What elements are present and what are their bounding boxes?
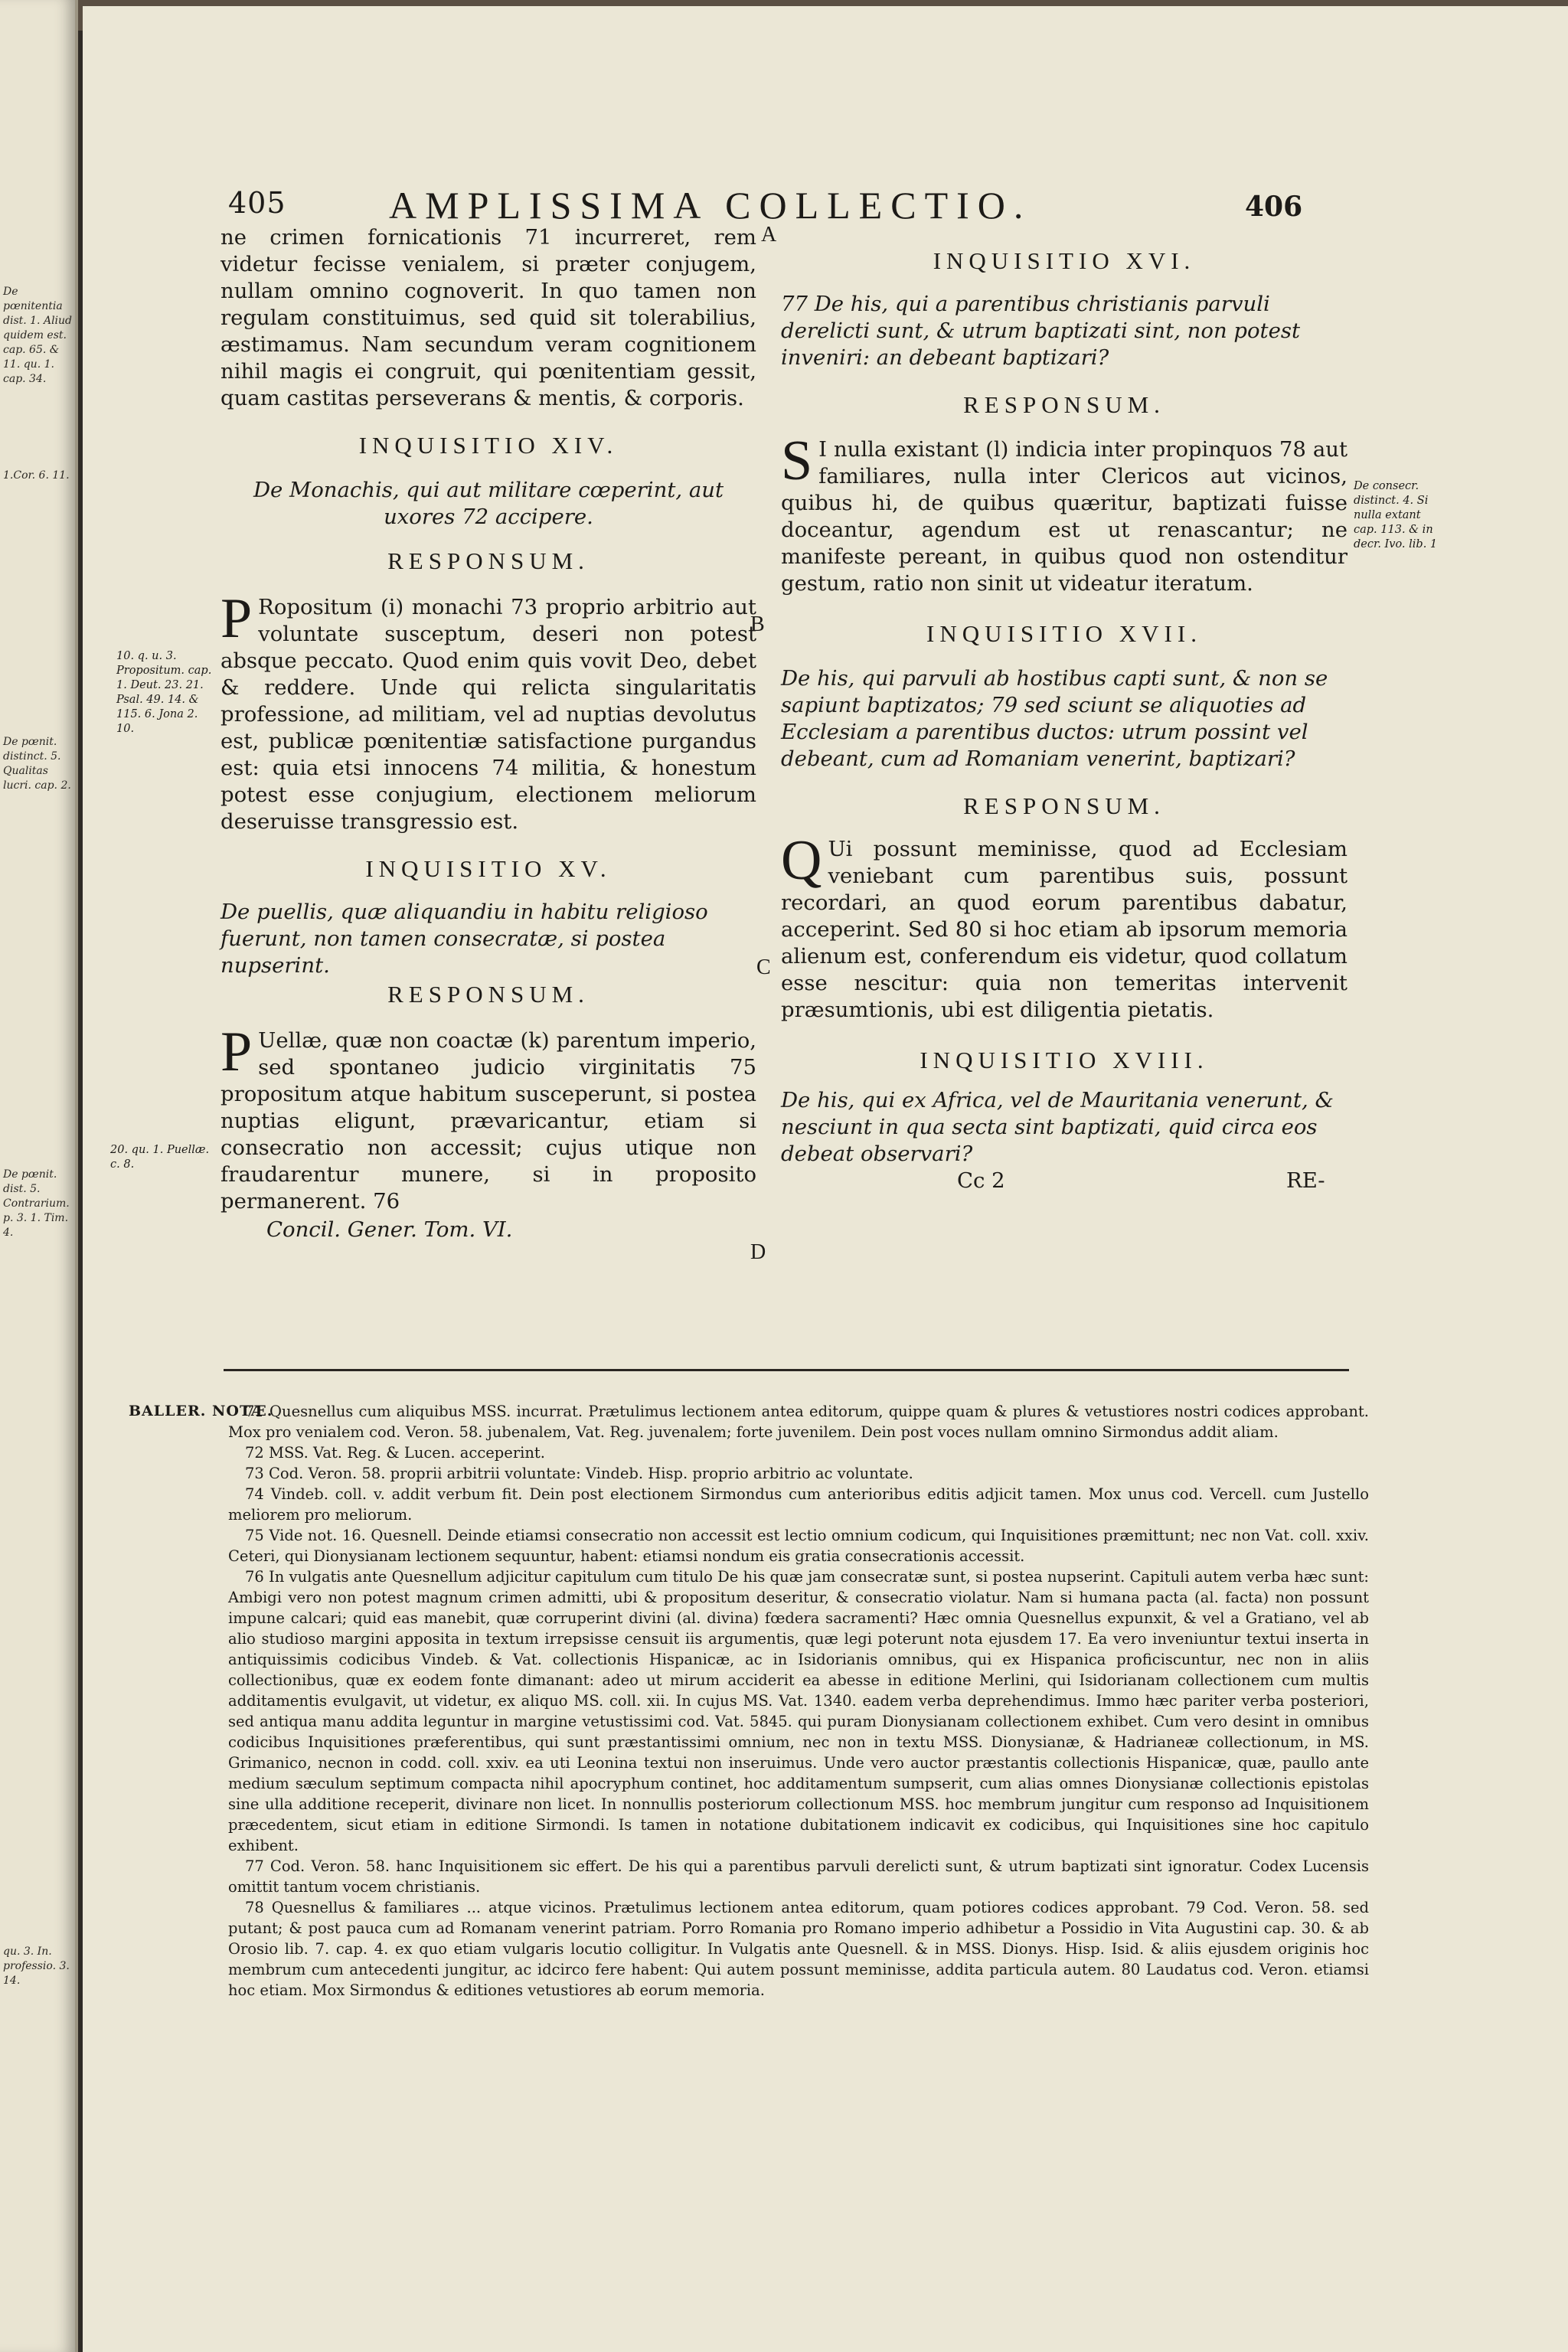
adjacent-note-4: De pœnit. dist. 5. Contrarium. p. 3. 1. Tim. 4. [3,1168,70,1239]
responsum-xvii-heading: RESPONSUM. [963,792,1165,819]
responsum-xvi-text: I nulla existant (l) indicia inter propinquos 78 aut familiares, nulla inter Clericos aut vicinos, quibus hi, de quibus quæritur, baptizati fuisse doceantur, agendum est ut renascantur; ne manifeste pereant, in quibus quod non ostenditur gestum, ratio non sinit ut videatur iteratum. [781,437,1348,596]
section-marker-a: A [761,223,777,247]
section-marker-b: B [750,612,765,636]
notes-label: BALLER. NOTÆ. [129,1403,273,1419]
left-column [220,224,756,1243]
footnote-78-80: 78 Quesnellus & familiares ... atque vicinos. Prætulimus lectionem antea editorum, quam potiores codices approbant. 79 Cod. Veron. 58. sed putant; & post pauca cum ad Romanam venerint patriam. Porro Romania pro Romano imperio adhibetur a Possidio in Vita Augustini cap. 30. & ab Orosio lib. 7. cap. 4. ex quo etiam vulgaris locutio colligitur. In Vulgatis ante Quesnell. & in MSS. Dionys. Hisp. Isid. & aliis ejusdem originis hoc membrum cum antecedenti jungitur, ac idcirco fere habent: Qui autem possunt meminisse, addita particula autem. 80 Laudatus cod. Veron. etiamsi hoc etiam. Mox Sirmondus & editiones vetustiores ab eorum memoria. [228,1899,1369,1999]
adjacent-note-1: De pœnitentia dist. 1. Aliud quidem est. cap. 65. & 11. qu. 1. cap. 34. [3,286,73,385]
footnote-73: 73 Cod. Veron. 58. proprii arbitrii voluntate: Vindeb. Hisp. proprio arbitrio ac voluntate. [245,1465,913,1482]
inquisitio-xiv-heading: INQUISITIO XIV. [358,432,619,459]
catchword: RE- [1286,1168,1325,1193]
inquisitio-xviii-question: De his, qui ex Africa, vel de Mauritania venerunt, & nesciunt in qua secta sint baptizati, quid circa eos debeat observari? [781,1088,1334,1166]
responsum-xvi-body [781,430,1348,597]
adjacent-note-3: De pœnit. distinct. 5. Qualitas lucri. cap. 2. [3,736,71,792]
responsum-xvii-text: Ui possunt meminisse, quod ad Ecclesiam veniebant cum parentibus suis, possunt recordari, an quod eorum parentibus dabatur, acceperint. Sed 80 si hoc etiam ab ipsorum memoria alienum est, conferendum eis videtur, quod collatum esse nescitur: quia non temeritas intervenit præsumtionis, ubi est diligentia pietatis. [781,837,1348,1022]
inquisitio-xvii-question: De his, qui parvuli ab hostibus capti sunt, & non se sapiunt baptizatos; 79 sed sciunt se aliquoties ad Ecclesiam a parentibus ductos: utrum possint vel debeant, cum ad Romaniam venerint, baptizari? [781,666,1328,771]
running-title: AMPLISSIMA COLLECTIO. [389,184,1032,227]
page-number-left: 405 [228,186,286,220]
drop-cap: Q [781,829,822,892]
responsum-xv-body [220,1021,756,1215]
inquisitio-xviii-heading: INQUISITIO XVIII. [920,1047,1209,1073]
footnote-76: 76 In vulgatis ante Quesnellum adjicitur capitulum cum titulo De his quæ jam consecratæ sunt, si postea nupserint. Capituli autem verba hæc sunt: Ambigi vero non potest magnum crimen admitti, ubi & propositum deseritur, & consecratio violatur. Nam si humana pacta (al. facta) non possunt impune calcari; quid eas manebit, quæ corruperint divini (al. divina) fœdera sacramenti? Hæc omnia Quesnellus expunxit, & vel a Gratiano, vel ab alio studioso margini apposita in textum irrepsisse censuit iis argumentis, quæ legi poterunt nota ejusdem 17. Ea vero inveniuntur textui inserta in antiquissimis codicibus Vindeb. & Vat. collectionis Hispanicæ, ac in Isidorianis omnibus, qui ex Hispanica proficiscuntur, nec non in aliis collectionibus, quæ ex eodem fonte dimanant: adeo ut mirum acciderit ea abesse in editione Merlini, qui Isidorianam collectionem cum multis additamentis evulgavit, ut videtur, ex aliquo MS. coll. xii. In cujus MS. Vat. 1340. eadem verba deprehendimus. Immo hæc pariter verba posteriori, sed antiqua manu addita leguntur in margine vetustissimi cod. Vat. 5845. qui puram Dionysianam collectionem exhibet. Cum vero desint in omnibus codicibus Inquisitiones præferentibus, qui sunt præstantissimi omnium, nec non in textu MSS. Dionysianæ, & Hadrianeæ collectionum, in MS. Grimanico, necnon in codd. coll. xxiv. ea uti Leonina textui non inseruimus. Unde vero auctor præstantis collectionis Hispanicæ, quæ, paullo ante medium sæculum septimum compacta nihil apocryphum continet, hoc additamentum sumpserit, cum alias omnes Dionysianæ collectionis epistolas sine ulla additione receperit, divinare non licet. In nonnullis posteriorum collectionum MSS. hoc membrum jungitur cum responso ad Inquisitionem præcedentem, sicut etiam in editione Sirmondi. Is tamen in notatione dubitationem indicavit ex codicibus, qui Inquisitiones sine hoc capitulo exhibent. [228,1568,1369,1854]
signature-row [781,1168,1348,1195]
responsum-xiv-body [220,587,756,835]
footnote-71: 71 Quesnellus cum aliquibus MSS. incurrat. Prætulimus lectionem antea editorum, quippe quam & plures & vetustiores nostri codices approbant. Mox pro venialem cod. Veron. 58. jubenalem, Vat. Reg. juvenalem; forte juvenilem. Dein post voces nullam omnino Sirmondus addit aliam. [228,1403,1369,1441]
margin-citation-left-1: 10. q. u. 3. Propositum. cap. 1. Deut. 23. 21. Psal. 49. 14. & 115. 6. Jona 2. 10. [116,650,212,735]
footnotes [228,1401,1369,2001]
footnote-rule [224,1369,1349,1371]
page-number-right: 406 [1245,191,1303,223]
right-column [781,224,1348,1195]
adjacent-note-2: 1.Cor. 6. 11. [3,469,70,482]
responsum-xiv-text: Ropositum (i) monachi 73 proprio arbitrio aut voluntate susceptum, deseri non potest absque peccato. Quod enim quis vovit Deo, debet & reddere. Unde qui relicta singularitatis professione, ad militiam, vel ad nuptias devolutus est, publicæ pœnitentiæ satisfactione purgandus est: quia etsi innocens 74 militia, & honestum potest esse conjugium, electionem meliorum deseruisse transgressio est. [220,595,756,834]
inquisitio-xv-question: De puellis, quæ aliquandiu in habitu religioso fuerunt, non tamen consecratæ, si postea nupserint. [220,900,708,978]
footnote-77: 77 Cod. Veron. 58. hanc Inquisitionem sic effert. De his qui a parentibus parvuli derelicti sunt, & utrum baptizati sint ignoratur. Codex Lucensis omittit tantum vocem christianis. [228,1857,1369,1896]
drop-cap: P [220,1021,253,1083]
inquisitio-xvii-heading: INQUISITIO XVII. [926,620,1202,647]
section-marker-d: D [750,1240,766,1264]
responsum-xvii-body [781,829,1348,1024]
adjacent-page-edge [0,0,78,2352]
drop-cap: P [220,587,253,650]
footnote-72: 72 MSS. Vat. Reg. & Lucen. acceperint. [245,1444,545,1462]
signature-mark: Cc 2 [957,1168,1005,1193]
book-page [83,6,1568,2352]
inquisitio-xvi-question: 77 De his, qui a parentibus christianis parvuli derelicti sunt, & utrum baptizati sint, non potest inveniri: an debeant baptizari? [781,292,1301,370]
responsum-xvi-heading: RESPONSUM. [963,391,1165,418]
inquisitio-xv-heading: INQUISITIO XV. [365,855,612,882]
footnote-74: 74 Vindeb. coll. v. addit verbum fit. Dein post electionem Sirmondus cum anterioribus editis adjicit tamen. Mox unus cod. Vercell. cum Justello meliorem pro meliorum. [228,1485,1369,1524]
intro-paragraph: ne crimen fornicationis 71 incurreret, rem videtur fecisse venialem, si præter conjugem, nullam omnino cognoverit. In quo tamen non regulam constituimus, sed quid sit tolerabilius, æstimamus. Nam secundum veram cognitionem nihil magis ei congruit, qui pœnitentiam gessit, quam castitas perseverans & mentis, & corporis. [220,225,756,410]
printer-signature-line: Concil. Gener. Tom. VI. [266,1217,513,1242]
drop-cap: S [781,430,813,492]
margin-citation-right-1: De consecr. distinct. 4. Si nulla extant cap. 113. & in decr. Ivo. lib. 1 [1354,480,1438,550]
responsum-xv-heading: RESPONSUM. [387,981,590,1008]
inquisitio-xvi-heading: INQUISITIO XVI. [933,247,1196,274]
footnote-75: 75 Vide not. 16. Quesnell. Deinde etiamsi consecratio non accessit est lectio omnium codicum, qui Inquisitiones præmittunt; nec non Vat. coll. xxiv. Ceteri, qui Dionysianam lectionem sequuntur, habent: etiamsi nondum eis gratia consecrationis accessit. [228,1527,1369,1565]
margin-citation-left-2: 20. qu. 1. Puellæ. c. 8. [110,1144,210,1171]
section-marker-c: C [756,956,771,979]
adjacent-note-5: qu. 3. In. professio. 3. 14. [3,1945,70,1987]
inquisitio-xiv-question: De Monachis, qui aut militare cœperint, aut uxores 72 accipere. [253,478,724,529]
responsum-xiv-heading: RESPONSUM. [387,547,590,574]
responsum-xv-text: Uellæ, quæ non coactæ (k) parentum imperio, sed spontaneo judicio virginitatis 75 propositum atque habitum susceperunt, si postea nuptias eligunt, prævaricantur, etiam si consecratio non accessit; cujus utique non fraudarentur munere, si in proposito permanerent. 76 [220,1028,756,1214]
